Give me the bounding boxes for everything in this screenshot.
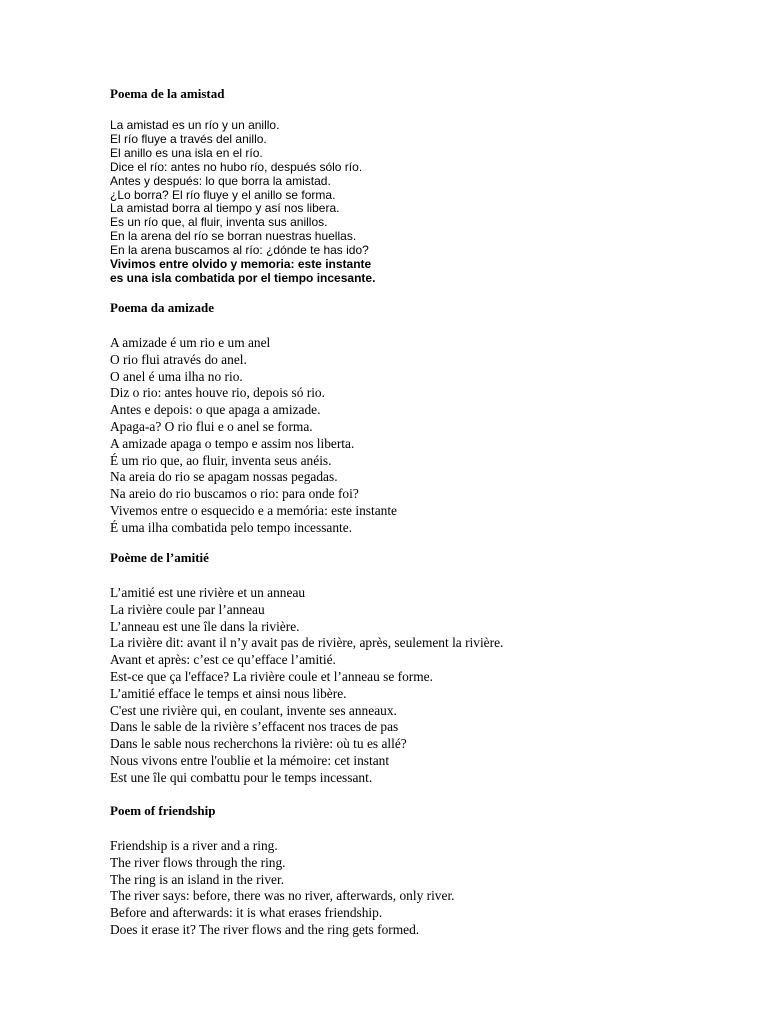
poem-line: Dans le sable nous recherchons la rivière: où tu es allé?: [110, 736, 407, 752]
poem-line-bold: Vivimos entre olvido y memoria: este instante: [110, 257, 372, 272]
poem-line: ¿Lo borra? El río fluye y el anillo se forma.: [110, 187, 336, 202]
poem-line: C'est une rivière qui, en coulant, invente ses anneaux.: [110, 702, 397, 718]
poem-line: É um rio que, ao fluir, inventa seus anéis.: [110, 452, 332, 468]
poem-line: Na areio do rio buscamos o rio: para onde foi?: [110, 486, 359, 502]
poem-line: Vivemos entre o esquecido e a memória: este instante: [110, 502, 397, 518]
poem-line: O anel é uma ilha no rio.: [110, 368, 243, 384]
poem-line: Na areia do rio se apagam nossas pegadas.: [110, 469, 338, 485]
poem-line: Diz o rio: antes houve rio, depois só rio.: [110, 385, 325, 401]
poem-english: [110, 803, 730, 939]
poem-line: The river says: before, there was no river, afterwards, only river.: [110, 888, 455, 904]
poem-line: Friendship is a river and a ring.: [110, 838, 278, 853]
poem-body: [110, 585, 730, 787]
poem-line: Avant et après: c’est ce qu’efface l’amitié.: [110, 652, 336, 668]
poem-line: Apaga-a? O rio flui e o anel se forma.: [110, 418, 313, 434]
poem-line: Antes y después: lo que borra la amistad.: [110, 173, 331, 188]
poem-line: É uma ilha combatida pelo tempo incessante.: [110, 519, 353, 535]
poem-line: A amizade apaga o tempo e assim nos liberta.: [110, 435, 355, 451]
poem-line: Dice el río: antes no hubo río, después sólo río.: [110, 159, 363, 174]
poem-body: [110, 119, 730, 286]
poem-line: Es un río que, al fluir, inventa sus anillos.: [110, 215, 328, 230]
poem-line: Before and afterwards: it is what erases friendship.: [110, 905, 383, 921]
poem-line-bold: es una isla combatida por el tiempo incesante.: [110, 270, 376, 285]
poem-title: Poème de l’amitié: [110, 550, 209, 565]
poem-line: Does it erase it? The river flows and the ring gets formed.: [110, 921, 420, 937]
poem-line: Nous vivons entre l'oublie et la mémoire: cet instant: [110, 752, 390, 768]
poem-line: Est-ce que ça l'efface? La rivière coule et l’anneau se forme.: [110, 668, 433, 684]
poem-title: Poema da amizade: [110, 300, 214, 315]
poem-line: En la arena buscamos al río: ¿dónde te has ido?: [110, 243, 369, 258]
poem-line: The river flows through the ring.: [110, 854, 286, 870]
poem-line: En la arena del río se borran nuestras huellas.: [110, 229, 357, 244]
poem-line: Antes e depois: o que apaga a amizade.: [110, 402, 321, 418]
poem-line: L’amitié efface le temps et ainsi nous libère.: [110, 685, 347, 701]
poem-line: La rivière coule par l’anneau: [110, 601, 265, 617]
poem-line: O rio flui através do anel.: [110, 351, 247, 367]
poem-body: [110, 335, 730, 537]
poem-line: Dans le sable de la rivière s’effacent nos traces de pas: [110, 719, 399, 735]
poem-line: A amizade é um rio e um anel: [110, 335, 271, 350]
poem-line: El anillo es una isla en el río.: [110, 145, 263, 160]
poem-portuguese: [110, 300, 730, 537]
poem-title: Poem of friendship: [110, 803, 216, 818]
poem-line: La rivière dit: avant il n’y avait pas de rivière, après, seulement la rivière.: [110, 635, 504, 651]
poem-french: [110, 550, 730, 787]
poem-title: Poema de la amistad: [110, 86, 225, 101]
poem-line: The ring is an island in the river.: [110, 871, 285, 887]
poem-body: [110, 838, 730, 939]
poem-line: Est une île qui combattu pour le temps incessant.: [110, 769, 373, 785]
poem-spanish: [110, 86, 730, 286]
poem-line: L’amitié est une rivière et un anneau: [110, 585, 306, 600]
poem-line: La amistad borra al tiempo y así nos libera.: [110, 201, 340, 216]
poem-line: El río fluye a través del anillo.: [110, 131, 267, 146]
poem-line: La amistad es un río y un anillo.: [110, 118, 280, 132]
poem-line: L’anneau est une île dans la rivière.: [110, 618, 300, 634]
